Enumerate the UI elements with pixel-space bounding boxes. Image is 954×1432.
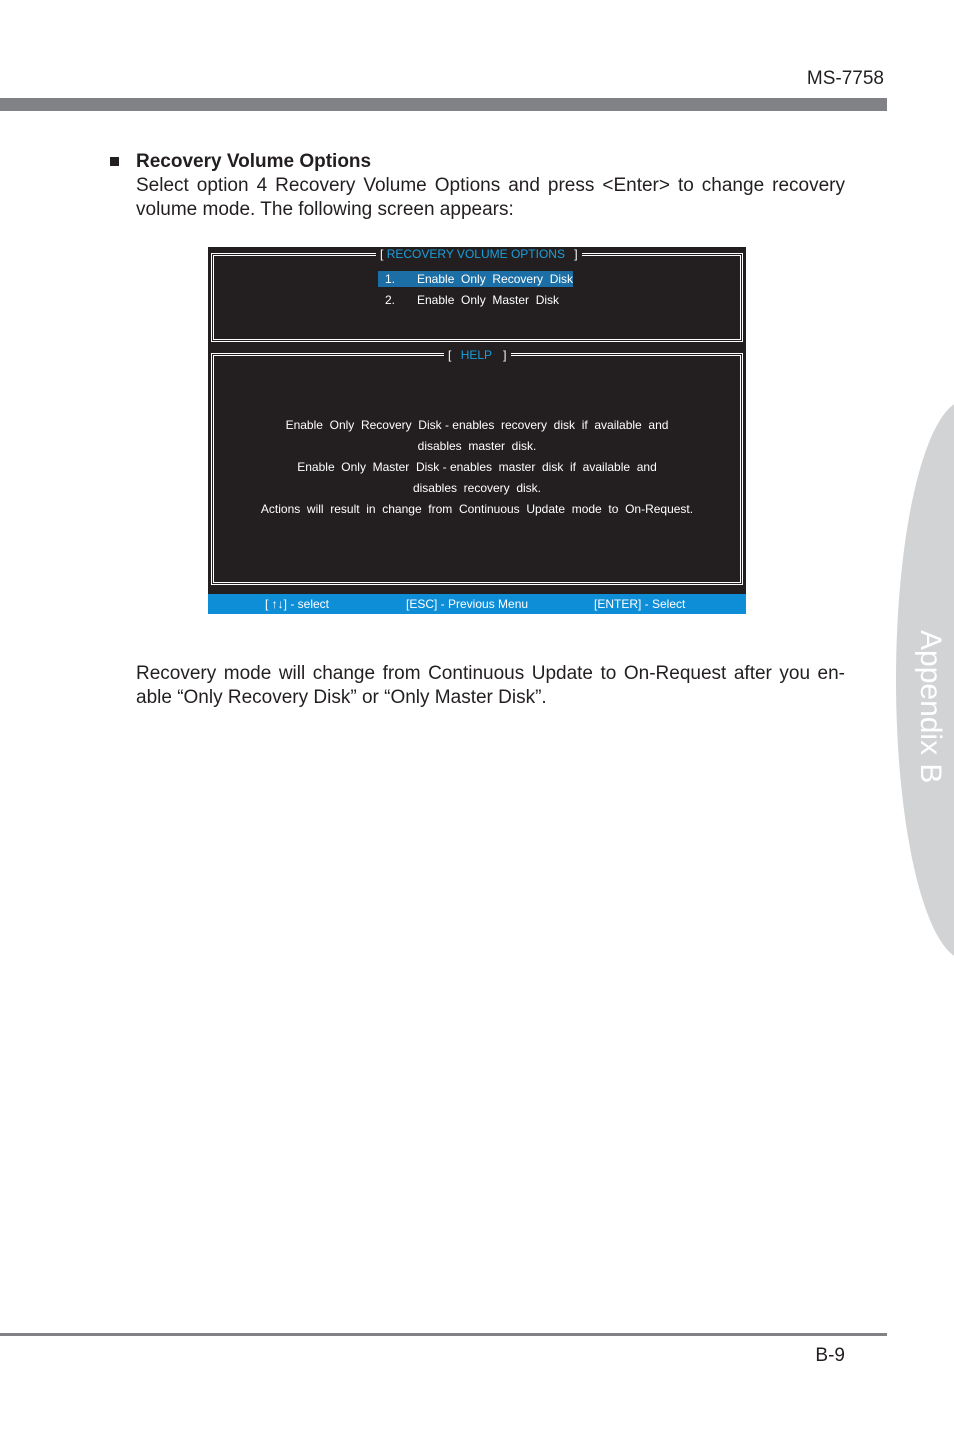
- option-enable-only-recovery-disk[interactable]: 1. Enable Only Recovery Disk: [378, 271, 573, 287]
- help-line: disables recovery disk.: [412, 481, 542, 495]
- hint-esc: [ESC] - Previous Menu: [406, 597, 529, 611]
- options-title: [ RECOVERY VOLUME OPTIONS ]: [376, 247, 582, 261]
- help-line: Actions will result in change from Continuous Update mode to On-Request.: [260, 502, 694, 516]
- recovery-volume-section: [136, 150, 845, 222]
- help-title-label: HELP: [460, 348, 492, 362]
- help-line: disables master disk.: [417, 439, 537, 453]
- option-enable-only-master-disk[interactable]: 2. Enable Only Master Disk: [385, 293, 560, 307]
- bullet-icon: [110, 157, 119, 166]
- help-text: [208, 415, 746, 520]
- hint-enter: [ENTER] - Select: [594, 597, 686, 611]
- help-title: [ HELP ]: [444, 348, 511, 362]
- page-number: B-9: [815, 1345, 845, 1366]
- model-number: MS-7758: [806, 68, 884, 89]
- section-intro: Select option 4 Recovery Volume Options and press <Enter> to change recovery volume mode. The following screen appears:: [136, 175, 845, 220]
- header-rule: [0, 98, 887, 111]
- bios-footer-bar: [208, 594, 746, 614]
- help-line: Enable Only Master Disk - enables master disk if available and: [297, 460, 657, 474]
- options-title-label: RECOVERY VOLUME OPTIONS: [386, 247, 565, 261]
- bios-screen: [208, 247, 746, 614]
- help-line: Enable Only Recovery Disk - enables recovery disk if available and: [285, 418, 669, 432]
- hint-select: [ ↑↓] - select: [265, 597, 330, 611]
- appendix-tab-label: Appendix B: [914, 630, 947, 784]
- footer-rule: [0, 1333, 887, 1336]
- section-heading: Recovery Volume Options: [136, 151, 372, 172]
- recovery-mode-note: Recovery mode will change from Continuous Update to On-Request after you en-able “Only Recovery Disk” or “Only Master Disk”.: [136, 663, 845, 708]
